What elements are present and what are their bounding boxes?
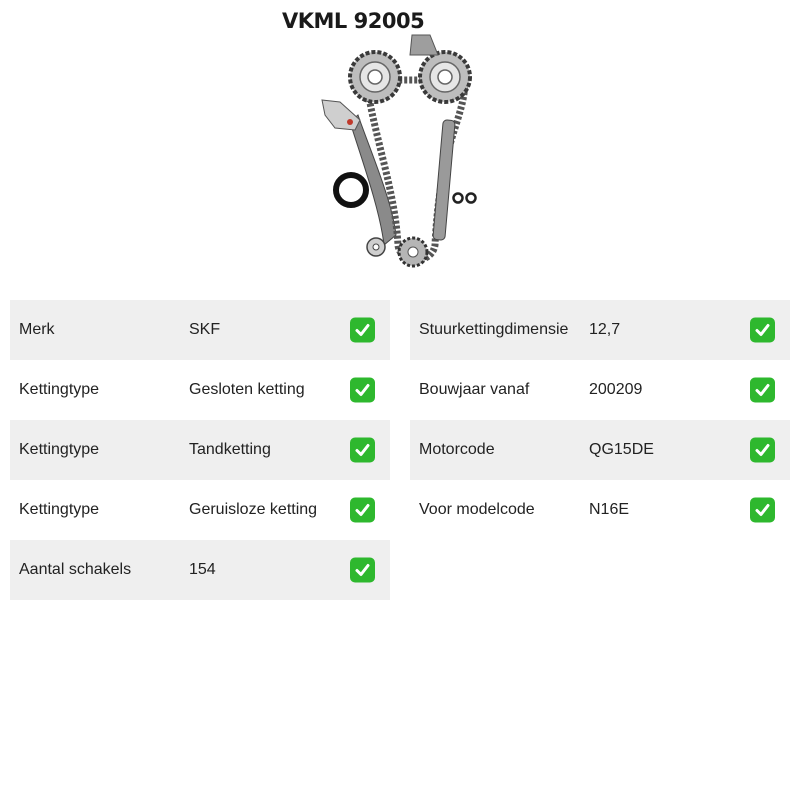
spec-row <box>10 300 390 360</box>
spec-label: Voor modelcode <box>419 501 535 518</box>
product-title: VKML 92005 <box>282 9 425 33</box>
check-mark-icon <box>350 498 375 523</box>
spec-label: Kettingtype <box>19 441 100 458</box>
check-mark-icon <box>750 318 775 343</box>
spec-row <box>10 360 390 420</box>
spec-value: 154 <box>189 561 216 578</box>
spec-table-left <box>10 300 390 600</box>
check-mark-icon <box>750 378 775 403</box>
spec-row <box>410 480 790 540</box>
check-mark-icon <box>750 438 775 463</box>
spec-label: Kettingtype <box>19 501 100 518</box>
spec-row <box>410 420 790 480</box>
check-mark-icon <box>350 378 375 403</box>
check-mark-icon <box>350 318 375 343</box>
check-mark-icon <box>750 498 775 523</box>
spec-row <box>10 420 390 480</box>
spec-value: Geruisloze ketting <box>189 501 318 518</box>
spec-row <box>410 360 790 420</box>
spec-value: Tandketting <box>189 441 271 458</box>
spec-label: Motorcode <box>419 441 495 458</box>
spec-label: Merk <box>19 321 55 338</box>
spec-table-right <box>410 300 790 540</box>
spec-value: 12,7 <box>589 321 621 338</box>
check-mark-icon <box>350 438 375 463</box>
spec-label: Aantal schakels <box>19 561 132 578</box>
spec-label: Stuurkettingdimensie <box>419 321 569 338</box>
spec-label: Bouwjaar vanaf <box>419 381 530 398</box>
timing-chain-kit-image <box>300 30 500 270</box>
spec-value: Gesloten ketting <box>189 381 305 398</box>
spec-row <box>10 480 390 540</box>
spec-label: Kettingtype <box>19 381 100 398</box>
spec-value: QG15DE <box>589 441 654 458</box>
spec-row <box>410 300 790 360</box>
spec-value: 200209 <box>589 381 643 398</box>
spec-value: SKF <box>189 321 221 338</box>
spec-row <box>10 540 390 600</box>
spec-value: N16E <box>589 501 630 518</box>
check-mark-icon <box>350 558 375 583</box>
